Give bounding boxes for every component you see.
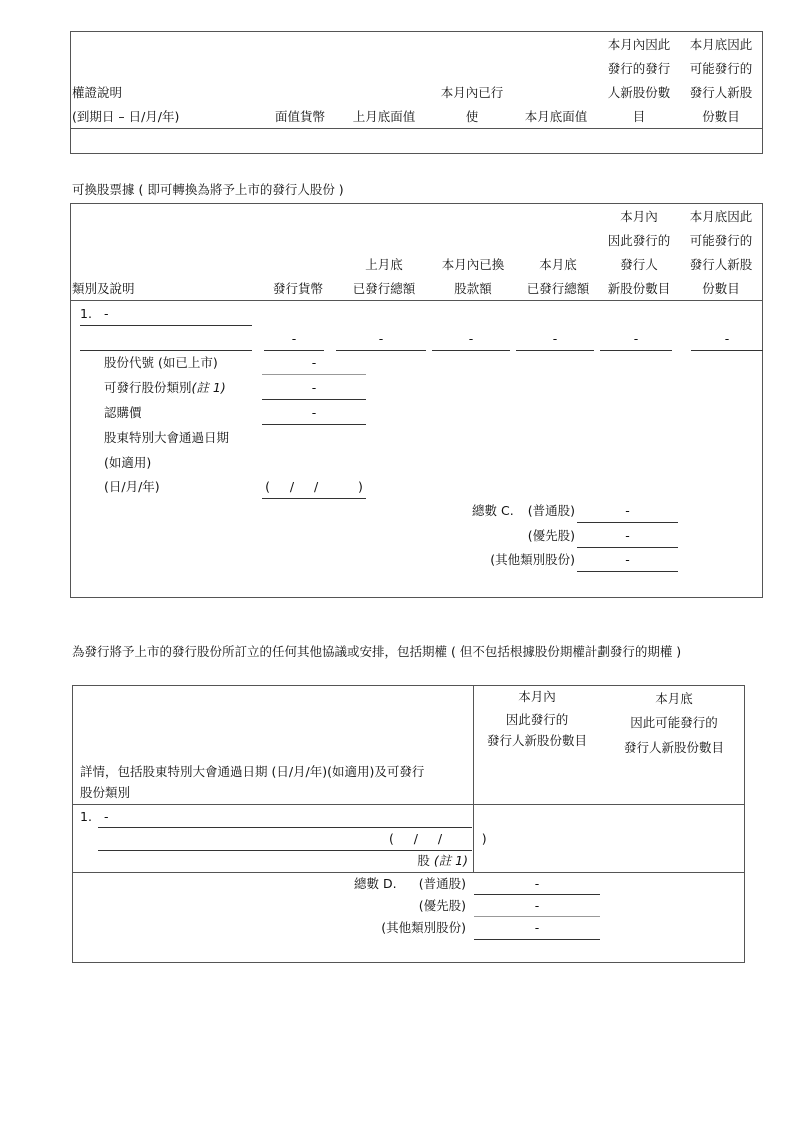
convertibles-col-possible-line4: 份數目 — [702, 281, 740, 296]
egm-date-label-line3: (日/月/年) — [104, 479, 160, 494]
total-c-preference-value[interactable]: - — [625, 528, 630, 543]
convertibles-col-possible-line1: 本月底因此 — [689, 209, 753, 224]
convertibles-col-new-line2: 因此發行的 — [607, 233, 671, 248]
convertibles-row-converted-line — [432, 350, 510, 351]
convertibles-item-underline — [80, 325, 252, 326]
share-class-note: (註 1) — [191, 380, 226, 395]
share-class-label — [104, 380, 226, 396]
warrants-col-exercised-line2: 使 — [465, 109, 479, 124]
convertibles-row-converted[interactable]: - — [468, 331, 474, 346]
total-d-preference-value[interactable]: - — [534, 898, 540, 913]
warrants-col-new-line4: 目 — [632, 109, 646, 124]
other-col-details-line1: 詳情，包括股東特別大會通過日期 (日/月/年)(如適用)及可發行 — [80, 764, 425, 779]
stock-code-label: 股份代號 (如已上市) — [104, 355, 218, 370]
convertibles-col-currency: 發行貨幣 — [272, 281, 323, 296]
convertibles-col-converted-line2: 股款額 — [454, 281, 492, 296]
share-class-label-text: 可發行股份類別 — [104, 380, 192, 395]
warrants-col-end-nominal: 本月底面值 — [524, 109, 588, 124]
convertibles-row-currency-line — [264, 350, 324, 351]
total-d-other-line — [474, 939, 600, 940]
convertibles-col-converted-line1: 本月內已換 — [441, 257, 505, 272]
total-c-other-line — [577, 571, 678, 572]
convertibles-col-prev-line2: 已發行總額 — [352, 281, 416, 296]
other-item-line — [98, 827, 472, 828]
convertibles-col-new-line4: 新股份數目 — [607, 281, 671, 296]
convertibles-row-possible-shares[interactable]: - — [724, 331, 730, 346]
convertibles-row-new-shares[interactable]: - — [633, 331, 639, 346]
total-d-label: 總數 D. — [354, 876, 397, 891]
warrants-col-possible-line1: 本月底因此 — [689, 37, 753, 52]
other-col-new-line2: 因此發行的 — [505, 712, 569, 727]
other-item-value[interactable]: - — [104, 809, 109, 824]
convertibles-row-possible-shares-line — [691, 350, 763, 351]
total-d-other-label: (其他類別股份) — [381, 920, 466, 935]
total-d-other-value[interactable]: - — [534, 920, 540, 935]
total-d-ordinary-line — [474, 894, 600, 895]
egm-date-value[interactable]: ( / / ) — [265, 479, 363, 494]
total-c-preference-label: (優先股) — [527, 528, 575, 543]
total-c-ordinary-line — [577, 522, 678, 523]
stock-code-line — [262, 374, 366, 375]
other-body-divider — [72, 872, 745, 873]
total-d-preference-label: (優先股) — [418, 898, 466, 913]
total-d-ordinary-label: (普通股) — [418, 876, 466, 891]
warrants-col-possible-line3: 發行人新股 — [689, 85, 753, 100]
warrants-col-possible-line2: 可能發行的 — [689, 61, 753, 76]
other-shares-label — [300, 853, 468, 869]
warrants-col-desc-line2: (到期日 – 日/月/年) — [72, 109, 180, 124]
convertibles-col-new-line1: 本月內 — [620, 209, 658, 224]
other-item-number: 1. — [80, 809, 92, 824]
convertibles-row-end-total-line — [516, 350, 594, 351]
convertibles-col-possible-line3: 發行人新股 — [689, 257, 753, 272]
convertibles-row-new-shares-line — [600, 350, 672, 351]
convertibles-col-new-line3: 發行人 — [620, 257, 658, 272]
other-col-possible-line1: 本月底 — [655, 691, 693, 706]
other-shares-text: 股 — [417, 853, 430, 868]
other-section-title: 為發行將予上市的發行股份所訂立的任何其他協議或安排，包括期權 ( 但不包括根據股份期權計劃發行的期權 ) — [72, 644, 682, 659]
warrants-col-new-line2: 發行的發行 — [607, 61, 671, 76]
convertibles-col-class: 類別及說明 — [72, 281, 135, 296]
warrants-col-prev-nominal: 上月底面值 — [352, 109, 416, 124]
total-c-ordinary-value[interactable]: - — [625, 503, 630, 518]
share-class-line — [262, 399, 366, 400]
total-c-other-value[interactable]: - — [625, 552, 630, 567]
total-d-preference-line — [474, 916, 600, 917]
total-c-other-label: (其他類別股份) — [490, 552, 575, 567]
convertibles-col-possible-line2: 可能發行的 — [689, 233, 753, 248]
other-col-new-line3: 發行人新股份數目 — [486, 733, 587, 748]
subscription-price-label: 認購價 — [104, 405, 142, 420]
egm-date-label-line1: 股東特別大會通過日期 — [104, 430, 230, 445]
other-col-details-line2: 股份類別 — [80, 785, 131, 800]
warrants-header-divider — [70, 128, 763, 129]
convertibles-item-number: 1. — [80, 306, 92, 321]
warrants-col-new-line3: 人新股份數 — [607, 85, 671, 100]
convertibles-col-end-line1: 本月底 — [539, 257, 577, 272]
warrants-col-new-line1: 本月內因此 — [607, 37, 671, 52]
convertibles-col-prev-line1: 上月底 — [365, 257, 403, 272]
total-c-ordinary-label: (普通股) — [527, 503, 575, 518]
stock-code-value[interactable]: - — [311, 355, 317, 370]
convertibles-col-end-line2: 已發行總額 — [526, 281, 590, 296]
convertibles-row-prev-total-line — [336, 350, 426, 351]
other-shares-note: (註 1) — [433, 853, 468, 868]
other-col-possible-line3: 發行人新股份數目 — [623, 740, 724, 755]
warrants-col-currency: 面值貨幣 — [274, 109, 325, 124]
other-date-value[interactable]: ( / / ) — [389, 831, 487, 846]
convertibles-row-end-total[interactable]: - — [552, 331, 558, 346]
convertibles-row-prev-total[interactable]: - — [378, 331, 384, 346]
other-header-divider — [72, 804, 745, 805]
convertibles-row-currency[interactable]: - — [291, 331, 297, 346]
other-date-line — [98, 850, 472, 851]
other-col-new-line1: 本月內 — [518, 689, 556, 704]
egm-date-label-line2: (如適用) — [104, 455, 152, 470]
total-c-label: 總數 C. — [472, 503, 514, 518]
warrants-col-possible-line4: 份數目 — [702, 109, 740, 124]
subscription-price-value[interactable]: - — [311, 405, 317, 420]
convertibles-row-underline-desc — [80, 350, 252, 351]
total-d-ordinary-value[interactable]: - — [534, 876, 540, 891]
share-class-value[interactable]: - — [311, 380, 317, 395]
convertibles-header-divider — [70, 300, 763, 301]
warrants-col-exercised-line1: 本月內已行 — [440, 85, 504, 100]
convertibles-item-value[interactable]: - — [104, 306, 109, 321]
egm-date-line — [262, 498, 366, 499]
warrants-col-desc-line1: 權證說明 — [72, 85, 123, 100]
subscription-price-line — [262, 424, 366, 425]
total-c-preference-line — [577, 547, 678, 548]
convertibles-section-title: 可換股票據 ( 即可轉換為將予上市的發行人股份 ) — [72, 182, 344, 197]
other-col-possible-line2: 因此可能發行的 — [630, 715, 718, 730]
